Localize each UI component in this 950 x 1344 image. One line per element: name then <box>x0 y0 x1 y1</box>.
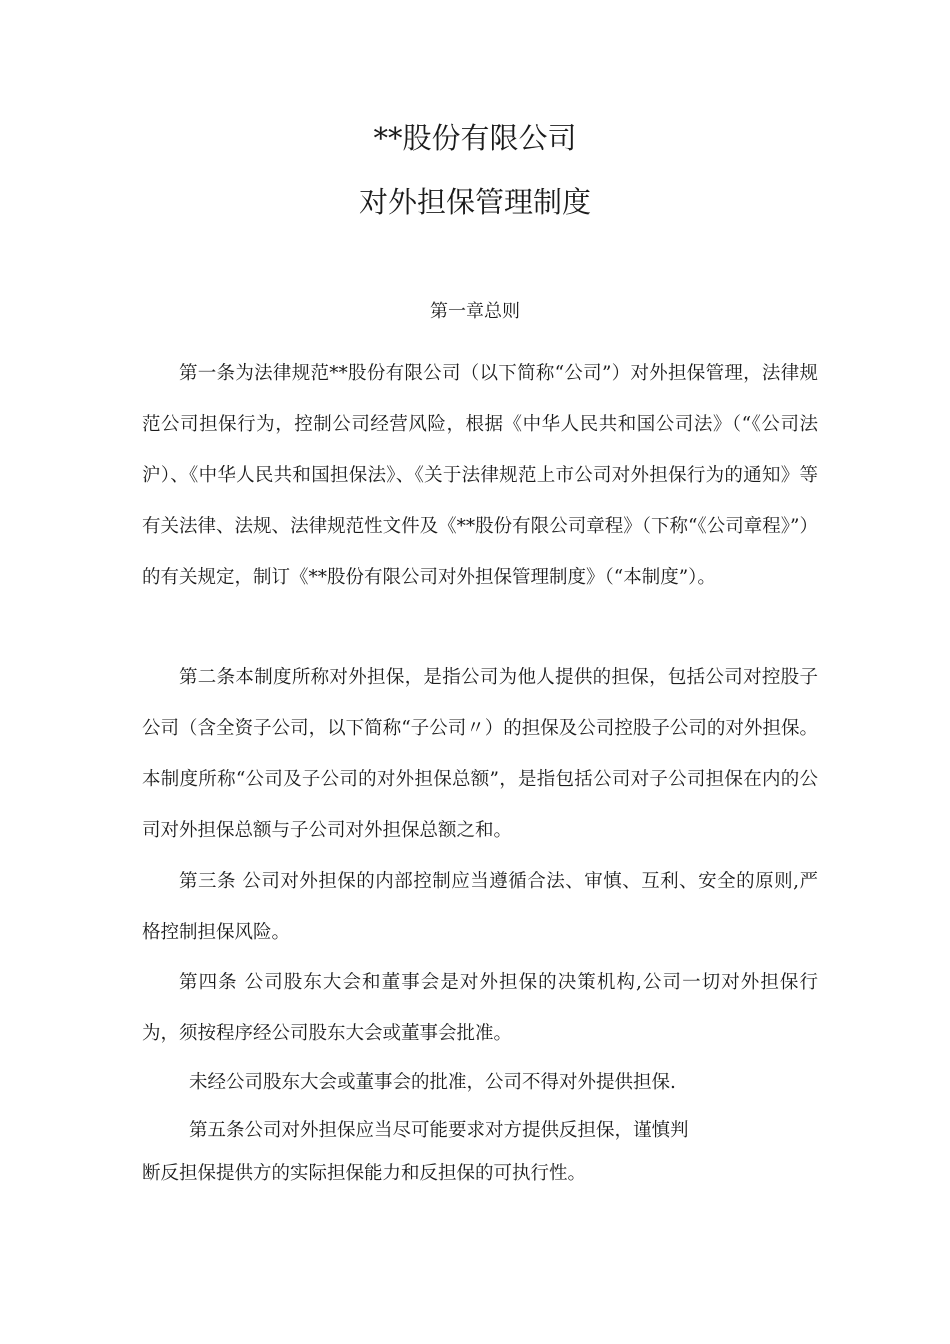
approval-note-line: 未经公司股东大会或董事会的批准，公司不得对外提供担保. <box>189 1072 676 1093</box>
article-2-block <box>142 652 818 856</box>
article-4-block <box>142 957 818 1059</box>
article-4-paragraph: 第四条 公司股东大会和董事会是对外担保的决策机构,公司一切对外担保行为，须按程序经公司股东大会或董事会批准。 <box>142 972 818 1044</box>
article-1-paragraph: 第一条为法律规范**股份有限公司（以下简称“公司”）对外担保管理，法律规范公司担保行为，控制公司经营风险，根据《中华人民共和国公司法》（“《公司法沪）、《中华人民共和国担保法》、《关于法律规范上市公司对外担保行为的通知》等有关法律、法规、法律规范性文件及《**股份有限公司章程》（下称“《公司章程》”）的有关规定，制订《**股份有限公司对外担保管理制度》（“本制度”）。 <box>142 363 818 588</box>
chapter-heading: 第一章总则 <box>430 301 520 322</box>
article-3-paragraph: 第三条 公司对外担保的内部控制应当遵循合法、审慎、互利、安全的原则,严格控制担保风险。 <box>142 871 818 943</box>
article-1-block <box>142 348 818 603</box>
document-title-company: **股份有限公司 <box>373 121 577 155</box>
article-5-line-1: 第五条公司对外担保应当尽可能要求对方提供反担保，谨慎判 <box>189 1120 689 1141</box>
article-3-block <box>142 856 818 958</box>
article-5-line-2: 断反担保提供方的实际担保能力和反担保的可执行性。 <box>142 1163 587 1184</box>
article-2-paragraph: 第二条本制度所称对外担保，是指公司为他人提供的担保，包括公司对控股子公司（含全资子公司，以下简称“子公司〃）的担保及公司控股子公司的对外担保。本制度所称“公司及子公司的对外担保总额”，是指包括公司对子公司担保在内的公司对外担保总额与子公司对外担保总额之和。 <box>142 667 818 841</box>
document-title-regulation: 对外担保管理制度 <box>358 185 591 219</box>
